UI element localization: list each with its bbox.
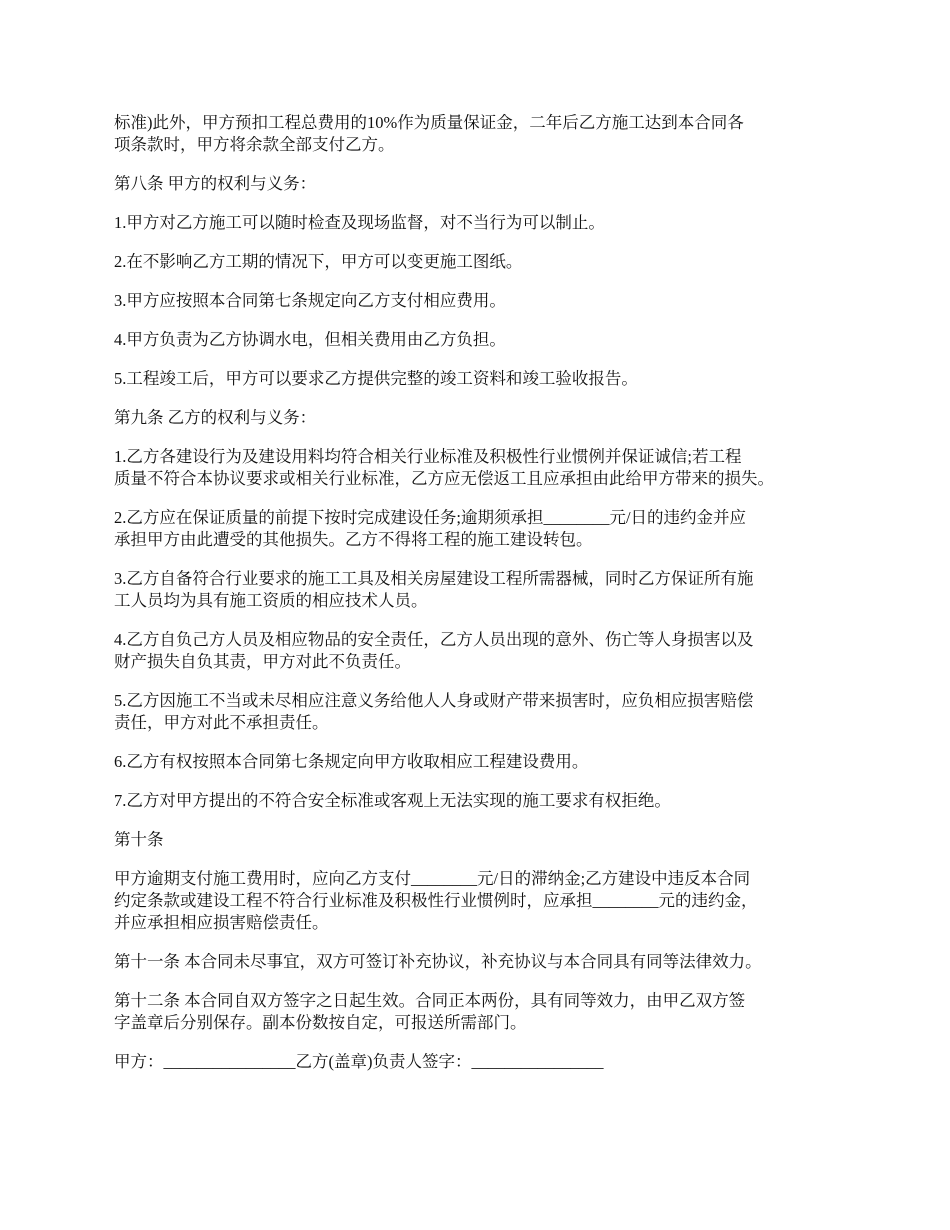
article-9-item-5: 5.乙方因施工不当或未尽相应注意义务给他人人身或财产带来损害时，应负相应损害赔偿 责任，甲方对此不承担责任。 [114,691,754,732]
signature-line: 甲方：________________乙方(盖章)负责人签字：________________ [114,1052,604,1071]
heading-article-9: 第九条 乙方的权利与义务： [114,408,317,427]
article-9-item-6: 6.乙方有权按照本合同第七条规定向甲方收取相应工程建设费用。 [114,752,589,771]
article-11: 第十一条 本合同未尽事宜，双方可签订补充协议，补充协议与本合同具有同等法律效力。 [114,952,762,971]
article-8-item-1: 1.甲方对乙方施工可以随时检查及现场监督，对不当行为可以制止。 [114,213,605,232]
article-8-item-3: 3.甲方应按照本合同第七条规定向乙方支付相应费用。 [114,291,506,310]
article-9-item-7: 7.乙方对甲方提出的不符合安全标准或客观上无法实现的施工要求有权拒绝。 [114,791,671,810]
article-9-item-3: 3.乙方自备符合行业要求的施工工具及相关房屋建设工程所需器械，同时乙方保证所有施 工人员均为具有施工资质的相应技术人员。 [114,569,754,610]
article-9-item-4: 4.乙方自负己方人员及相应物品的安全责任，乙方人员出现的意外、伤亡等人身损害以及 财产损失自负其责，甲方对此不负责任。 [114,630,754,671]
article-8-item-5: 5.工程竣工后，甲方可以要求乙方提供完整的竣工资料和竣工验收报告。 [114,369,638,388]
heading-article-8: 第八条 甲方的权利与义务： [114,174,317,193]
paragraph-deposit-clause: 标准)此外，甲方预扣工程总费用的10%作为质量保证金，二年后乙方施工达到本合同各 项条款时，甲方将余款全部支付乙方。 [114,113,744,154]
article-9-item-1: 1.乙方各建设行为及建设用料均符合相关行业标准及积极性行业惯例并保证诚信;若工程 质量不符合本协议要求或相关行业标准，乙方应无偿返工且应承担由此给甲方带来的损失。 [114,447,774,488]
heading-article-10: 第十条 [114,830,164,849]
article-10-body: 甲方逾期支付施工费用时，应向乙方支付________元/日的滞纳金;乙方建设中违反本合同 约定条款或建设工程不符合行业标准及积极性行业惯例时，应承担________元的违约金， 并应承担相应损害赔偿责任。 [114,869,758,932]
article-8-item-4: 4.甲方负责为乙方协调水电，但相关费用由乙方负担。 [114,330,506,349]
article-12: 第十二条 本合同自双方签字之日起生效。合同正本两份，具有同等效力，由甲乙双方签 字盖章后分别保存。副本份数按自定，可报送所需部门。 [114,991,746,1032]
article-9-item-2: 2.乙方应在保证质量的前提下按时完成建设任务;逾期须承担________元/日的违约金并应 承担甲方由此遭受的其他损失。乙方不得将工程的施工建设转包。 [114,508,747,549]
document-page [114,112,854,1090]
article-8-item-2: 2.在不影响乙方工期的情况下，甲方可以变更施工图纸。 [114,252,523,271]
